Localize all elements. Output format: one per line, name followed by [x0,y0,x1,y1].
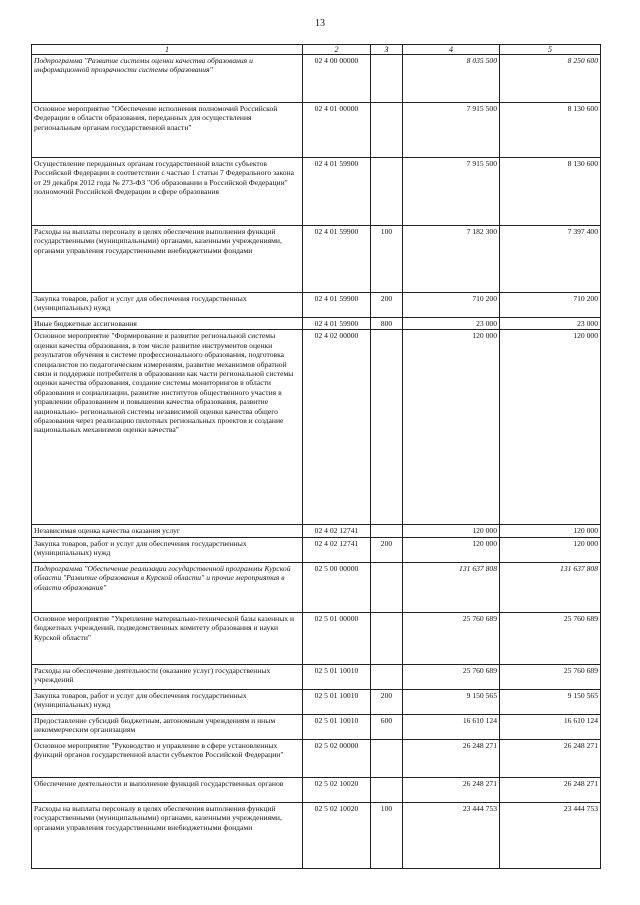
row-code: 02 4 02 12741 [303,537,371,562]
row-name: Закупка товаров, работ и услуг для обеспечения государственных (муниципальных) нужд [32,689,303,714]
row-amount-2: 8 250 600 [500,55,601,103]
row-amount-1: 26 248 271 [403,777,500,802]
row-code: 02 5 00 00000 [303,562,371,612]
row-expense-type [371,562,403,612]
row-amount-1: 131 637 808 [403,562,500,612]
row-amount-1: 120 000 [403,330,500,525]
row-name: Подпрограмма "Развитие системы оценки качества образования и информационной прозрачности системы образования" [32,55,303,103]
row-amount-2: 8 130 600 [500,158,601,226]
table-row [32,739,601,777]
row-code: 02 4 01 00000 [303,103,371,158]
row-expense-type [371,612,403,664]
row-expense-type [371,330,403,525]
budget-table [31,44,601,869]
row-amount-1: 7 915 500 [403,158,500,226]
row-code: 02 4 01 59900 [303,318,371,330]
table-row [32,714,601,739]
row-amount-1: 120 000 [403,525,500,537]
table-row [32,525,601,537]
row-code: 02 5 02 10020 [303,802,371,868]
row-expense-type [371,55,403,103]
table-row [32,226,601,293]
row-amount-2: 16 610 124 [500,714,601,739]
table-row [32,330,601,525]
table-row [32,777,601,802]
row-expense-type: 100 [371,226,403,293]
row-amount-2: 120 000 [500,330,601,525]
row-code: 02 5 01 10010 [303,689,371,714]
row-amount-2: 23 444 753 [500,802,601,868]
row-amount-2: 25 760 689 [500,612,601,664]
row-amount-1: 7 915 500 [403,103,500,158]
row-amount-1: 710 200 [403,293,500,318]
row-code: 02 5 02 00000 [303,739,371,777]
row-amount-2: 8 130 600 [500,103,601,158]
table-row [32,612,601,664]
row-expense-type [371,103,403,158]
row-amount-1: 7 182 300 [403,226,500,293]
row-name: Основное мероприятие "Укрепление материально-технической базы казенных и бюджетных учреждений, подведомственных комитету образования и науки Курской области" [32,612,303,664]
table-row [32,537,601,562]
row-name: Расходы на выплаты персоналу в целях обеспечения выполнения функций государственными (муниципальными) органами, казенными учреждениями, органами управления государственными внебюджетными фондами [32,226,303,293]
row-expense-type [371,664,403,689]
table-row [32,55,601,103]
table-row [32,689,601,714]
row-amount-1: 120 000 [403,537,500,562]
row-amount-2: 25 760 689 [500,664,601,689]
row-name: Подпрограмма "Обеспечение реализации государственной программы Курской области "Развитие образования в Курской области" и прочие мероприятия в области образования" [32,562,303,612]
row-name: Независимая оценка качества оказания услуг [32,525,303,537]
column-header-amount-year-2: 5 [500,45,601,55]
row-amount-1: 26 248 271 [403,739,500,777]
row-amount-2: 120 000 [500,525,601,537]
table-row [32,562,601,612]
row-amount-1: 23 000 [403,318,500,330]
row-amount-2: 131 637 808 [500,562,601,612]
row-expense-type [371,777,403,802]
table-row [32,318,601,330]
row-name: Осуществление переданных органам государственной власти субъектов Российской Федерации в соответствии с частью 1 статьи 7 Федерального закона от 29 декабря 2012 года № 273-ФЗ "Об образовании в Российской Федерации" полномочий Российской Федерации в сфере образования [32,158,303,226]
row-amount-1: 25 760 689 [403,664,500,689]
table-row [32,293,601,318]
table-row [32,664,601,689]
row-code: 02 5 01 10010 [303,714,371,739]
column-header-name: 1 [32,45,303,55]
row-amount-1: 23 444 753 [403,802,500,868]
row-code: 02 5 01 10010 [303,664,371,689]
row-name: Закупка товаров, работ и услуг для обеспечения государственных (муниципальных) нужд [32,537,303,562]
table-row [32,103,601,158]
row-expense-type [371,525,403,537]
row-amount-2: 23 000 [500,318,601,330]
row-expense-type: 800 [371,318,403,330]
row-name: Иные бюджетные ассигнования [32,318,303,330]
row-name: Основное мероприятие "Руководство и управление в сфере установленных функций органов государственной власти субъектов Российской Федерации" [32,739,303,777]
row-expense-type: 200 [371,293,403,318]
row-code: 02 4 01 59900 [303,226,371,293]
page-number: 13 [315,18,325,29]
row-name: Основное мероприятие "Обеспечение исполнения полномочий Российской Федерации в области образования, переданных для осуществления региональным органам государственной власти" [32,103,303,158]
row-code: 02 4 02 12741 [303,525,371,537]
row-name: Расходы на выплаты персоналу в целях обеспечения выполнения функций государственными (муниципальными) органами, казенными учреждениями, органами управления государственными внебюджетными фондами [32,802,303,868]
column-header-amount-year-1: 4 [403,45,500,55]
row-name: Расходы на обеспечение деятельности (оказание услуг) государственных учреждений [32,664,303,689]
row-amount-2: 9 150 565 [500,689,601,714]
row-amount-2: 710 200 [500,293,601,318]
row-code: 02 4 02 00000 [303,330,371,525]
row-code: 02 5 02 10020 [303,777,371,802]
row-expense-type [371,739,403,777]
row-code: 02 4 01 59900 [303,158,371,226]
table-row [32,158,601,226]
row-code: 02 4 01 59900 [303,293,371,318]
row-amount-2: 120 000 [500,537,601,562]
row-expense-type: 200 [371,537,403,562]
row-amount-1: 8 035 500 [403,55,500,103]
row-expense-type: 600 [371,714,403,739]
row-code: 02 5 01 00000 [303,612,371,664]
row-amount-2: 7 397 400 [500,226,601,293]
row-amount-1: 25 760 689 [403,612,500,664]
row-name: Предоставление субсидий бюджетным, автономным учреждениям и иным некоммерческим организациям [32,714,303,739]
table-row [32,802,601,868]
row-amount-1: 9 150 565 [403,689,500,714]
column-header-expense-type: 3 [371,45,403,55]
column-number-row [32,45,601,55]
row-expense-type: 100 [371,802,403,868]
row-code: 02 4 00 00000 [303,55,371,103]
row-name: Обеспечение деятельности и выполнение функций государственных органов [32,777,303,802]
row-expense-type: 200 [371,689,403,714]
row-name: Закупка товаров, работ и услуг для обеспечения государственных (муниципальных) нужд [32,293,303,318]
row-amount-1: 16 610 124 [403,714,500,739]
row-name: Основное мероприятие "Формирование и развитие региональной системы оценки качества образования, в том числе развитие инструментов оценки результатов обучения в системе профессионального образования, подготовка специалистов по педагогическим измерениям, развитие механизмов обратной связи и поддержки потребителя в образовании как части региональной системы оценки качества образования, создание системы мониторингов в области образования и социализации, развитие институтов общественного участия в управлении образованием и повышении качества образования, развитие национально- региональной системы независимой оценки качества общего образования через реализацию пилотных региональных проектов и создание национальных механизмов оценки качества" [32,330,303,525]
row-amount-2: 26 248 271 [500,777,601,802]
row-amount-2: 26 248 271 [500,739,601,777]
row-expense-type [371,158,403,226]
column-header-code: 2 [303,45,371,55]
